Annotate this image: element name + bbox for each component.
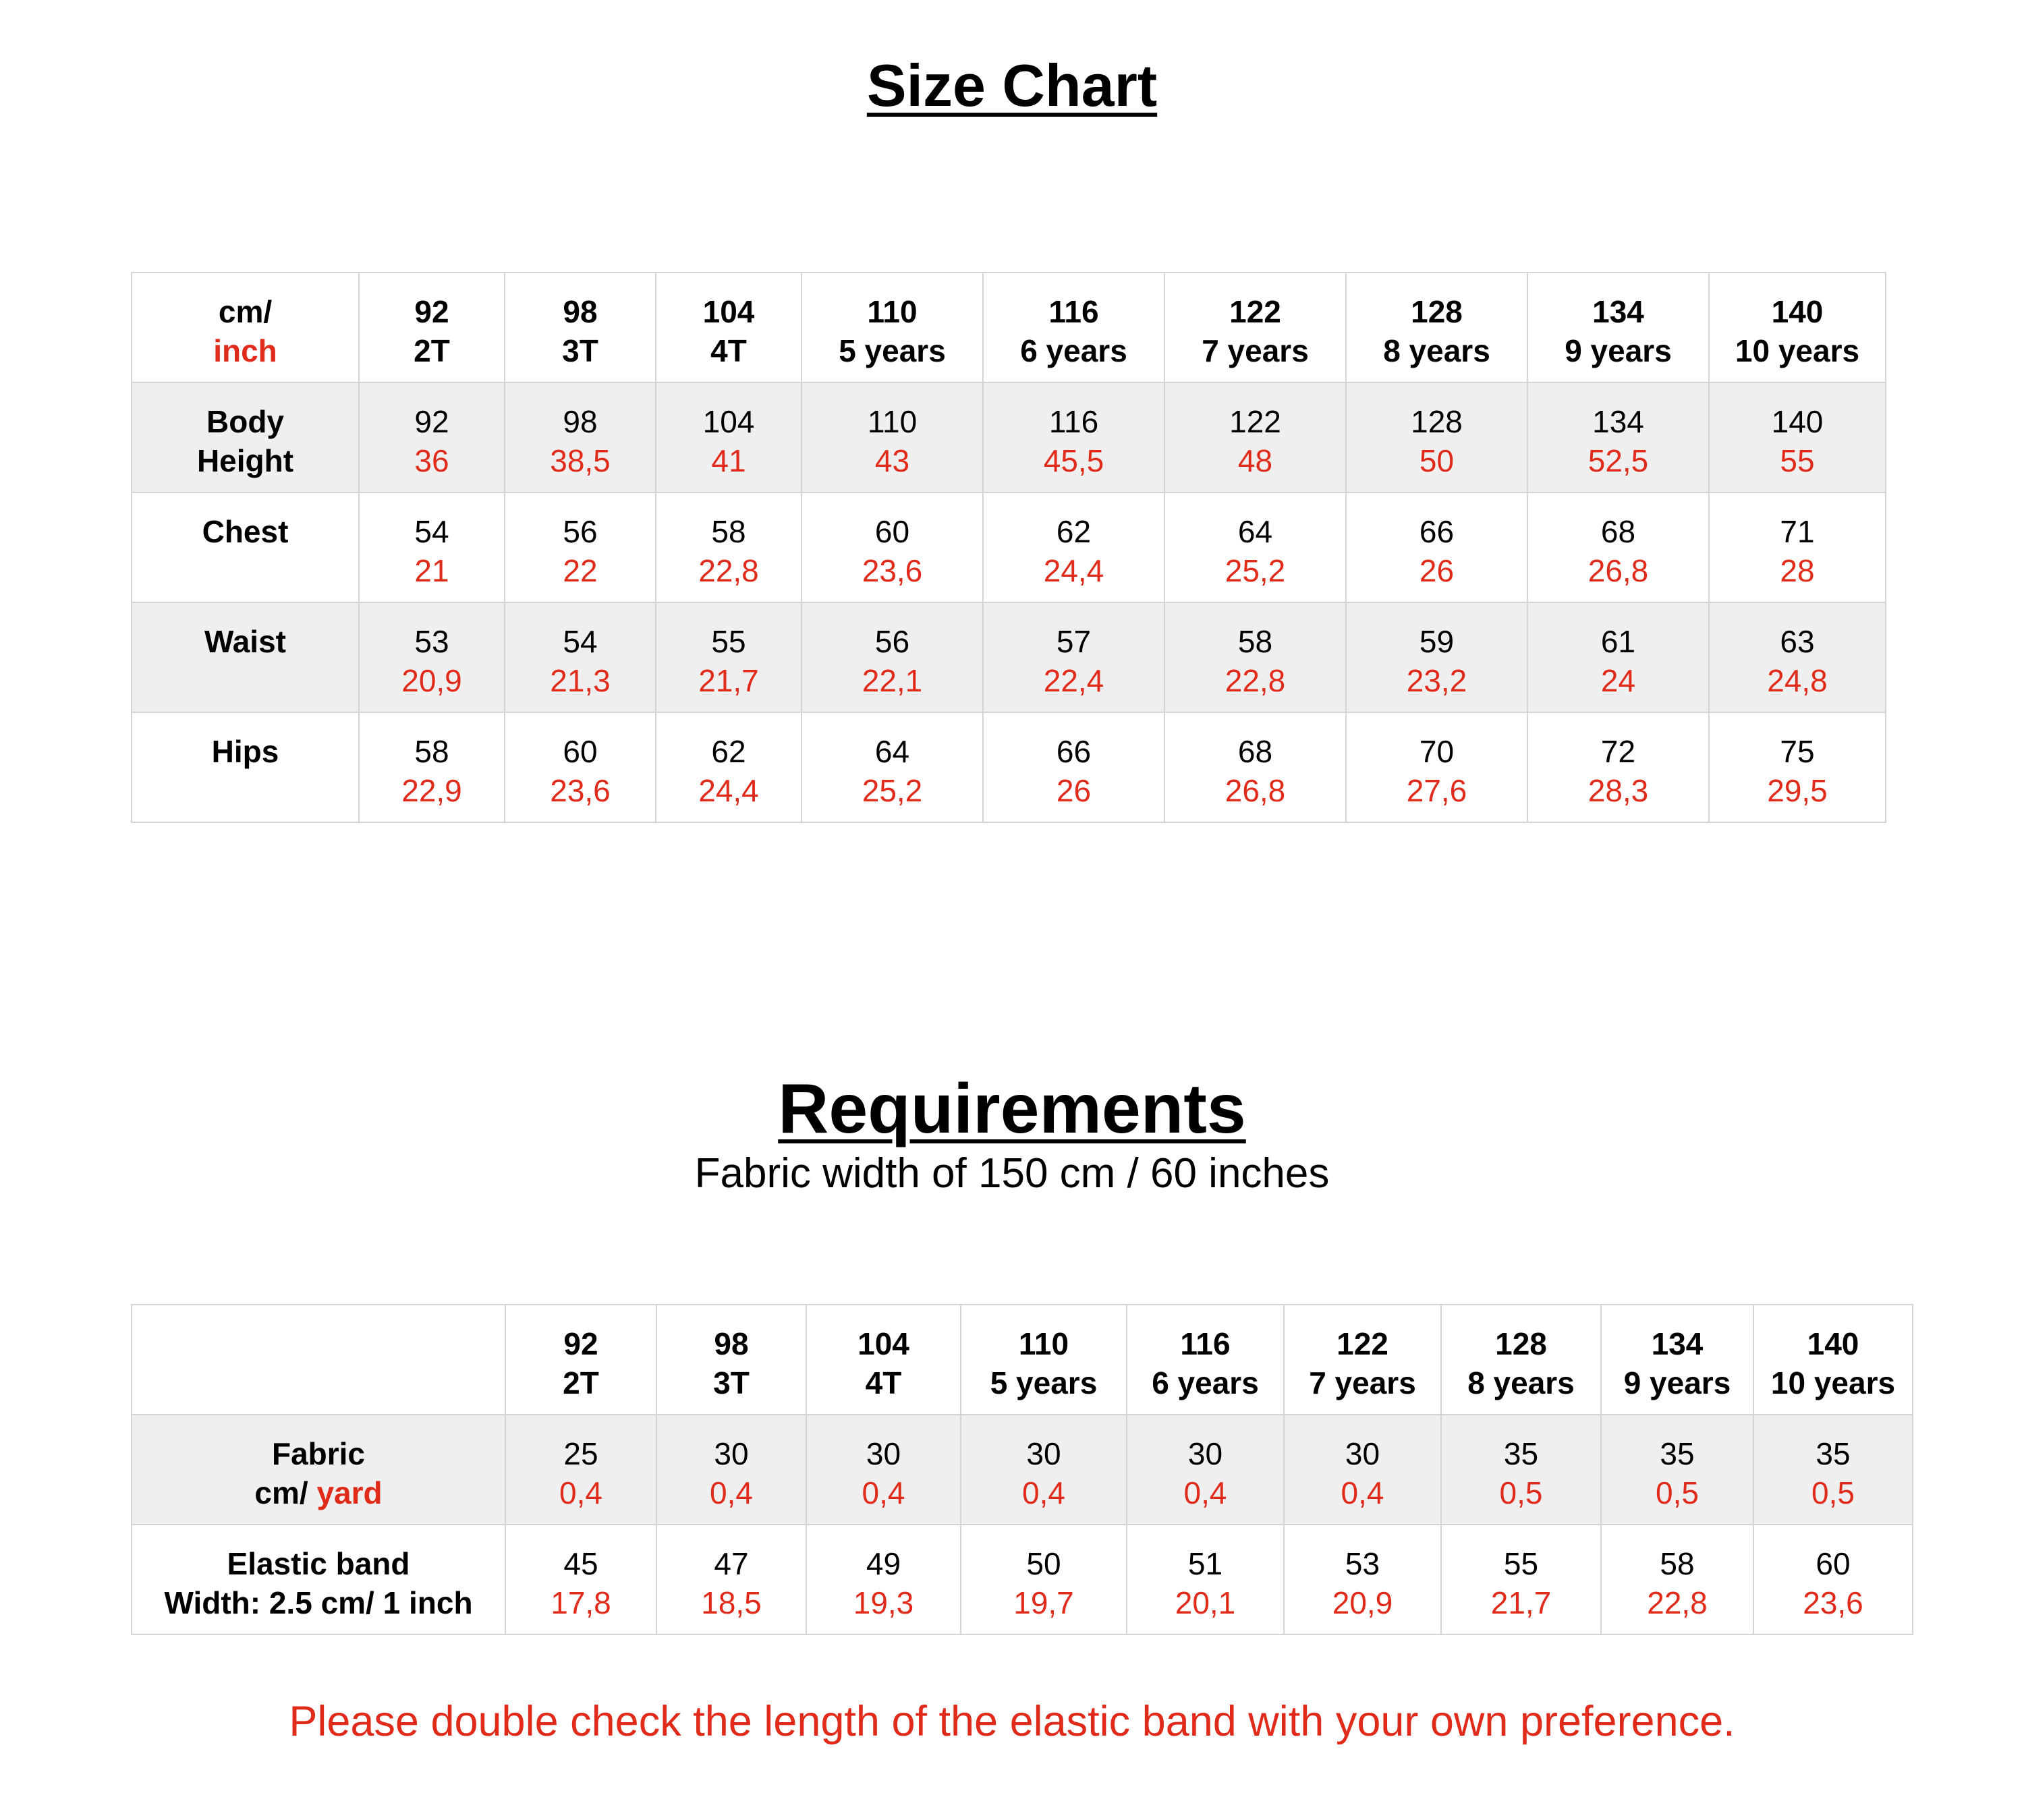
fabric-cell-top: 35 [1503,1436,1539,1471]
corner-unit-label-bottom: inch [213,333,277,368]
measure-cell-top: 55 [711,624,746,659]
measure-cell-bottom: 25,2 [1225,553,1286,588]
measure-cell-top: 104 [702,404,755,439]
fabric-cell [505,1415,656,1525]
fabric-cell-top: 30 [1026,1436,1061,1471]
req-header-cell-top: 116 [1180,1326,1231,1361]
measure-cell-bottom: 26,8 [1587,553,1649,588]
fabric-cell-top: 25 [563,1436,598,1471]
measure-cell-bottom: 38,5 [550,443,611,478]
measure-cell-bottom: 22,8 [1225,663,1286,698]
measure-cell-top: 56 [874,624,910,659]
req-header-cell-top: 110 [1018,1326,1069,1361]
elastic-cell [1753,1525,1913,1634]
measure-cell [1346,492,1527,602]
measure-cell [1709,602,1886,712]
size-header-cell-bottom: 8 years [1383,333,1490,368]
fabric-cell-top: 35 [1816,1436,1851,1471]
fabric-cell-bottom: 0,5 [1811,1475,1855,1510]
measure-cell-top: 58 [1237,624,1273,659]
fabric-cell-top: 30 [714,1436,749,1471]
measure-cell-bottom: 21,3 [550,663,611,698]
row-label-top: Chest [202,514,289,549]
measure-cell-top: 64 [1237,514,1273,549]
measure-cell [983,382,1164,492]
measure-cell-top: 54 [414,514,449,549]
elastic-cell-top: 51 [1187,1546,1223,1581]
measure-cell-bottom: 36 [414,443,449,478]
row-label [132,492,359,602]
size-header-cell-top: 140 [1771,294,1824,329]
elastic-cell-top: 47 [714,1546,749,1581]
fabric-cell-bottom: 0,4 [1022,1475,1065,1510]
measure-cell-top: 63 [1780,624,1815,659]
size-header-cell-bottom: 9 years [1565,333,1672,368]
measure-cell [1346,382,1527,492]
measure-cell-top: 75 [1780,734,1815,769]
fabric-cell [656,1415,806,1525]
measure-cell [359,602,505,712]
measure-cell-top: 58 [711,514,746,549]
req-header-cell-top: 104 [858,1326,909,1361]
size-header-cell [983,273,1164,382]
size-header-cell-bottom: 6 years [1020,333,1127,368]
req-header-cell-top: 122 [1337,1326,1388,1361]
elastic-cell [1284,1525,1441,1634]
measure-cell-bottom: 24 [1600,663,1636,698]
measure-cell [1527,492,1709,602]
measure-cell [802,382,983,492]
measure-cell-bottom: 23,2 [1406,663,1467,698]
req-header-cell-bottom: 8 years [1467,1365,1575,1400]
row-label [132,382,359,492]
measure-cell-bottom: 45,5 [1043,443,1104,478]
row-label-top: Waist [204,624,286,659]
req-header-cell-top: 92 [563,1326,598,1361]
fabric-unit-yard: yard [316,1475,383,1510]
fabric-cell-top: 30 [1187,1436,1223,1471]
measure-cell-top: 54 [563,624,598,659]
size-header-cell-top: 128 [1411,294,1463,329]
size-header-cell-bottom: 10 years [1735,333,1860,368]
req-header-cell-bottom: 3T [713,1365,750,1400]
measure-cell-top: 66 [1419,514,1455,549]
measure-cell-bottom: 55 [1780,443,1815,478]
elastic-cell-bottom: 19,7 [1013,1585,1074,1620]
elastic-cell [505,1525,656,1634]
elastic-cell-bottom: 23,6 [1803,1585,1863,1620]
measure-cell [802,602,983,712]
measure-cell-top: 62 [711,734,746,769]
measure-cell-bottom: 26,8 [1225,773,1286,808]
measure-cell [1164,712,1346,822]
req-header-cell-bottom: 7 years [1309,1365,1416,1400]
elastic-cell-bottom: 22,8 [1647,1585,1708,1620]
measure-cell-top: 128 [1411,404,1463,439]
elastic-cell-top: 55 [1503,1546,1539,1581]
req-header-cell-top: 98 [714,1326,749,1361]
size-header-cell [656,273,802,382]
measure-cell-top: 58 [414,734,449,769]
fabric-cell [1127,1415,1284,1525]
elastic-cell [1441,1525,1601,1634]
size-header-cell-bottom: 7 years [1202,333,1309,368]
measure-cell [1527,382,1709,492]
req-header-cell-bottom: 2T [563,1365,599,1400]
elastic-cell [806,1525,961,1634]
fabric-row [132,1415,1913,1525]
measure-cell-bottom: 50 [1419,443,1455,478]
elastic-band-row [132,1525,1913,1634]
measure-cell-bottom: 24,4 [1043,553,1104,588]
elastic-band-note: Please double check the length of the elastic band with your own preference. [289,1698,1735,1745]
measure-cell [1527,602,1709,712]
measure-cell-bottom: 26 [1419,553,1455,588]
measure-cell-bottom: 29,5 [1767,773,1828,808]
size-chart-title: Size Chart [866,52,1158,119]
size-row-chest [132,492,1886,602]
fabric-cell-top: 30 [1345,1436,1380,1471]
measure-cell-top: 61 [1600,624,1636,659]
elastic-label [132,1525,505,1634]
measure-cell-bottom: 25,2 [862,773,923,808]
elastic-label-bottom: Width: 2.5 cm/ 1 inch [164,1585,473,1620]
measure-cell-top: 72 [1600,734,1636,769]
size-header-cell-top: 98 [563,294,598,329]
measure-cell [983,712,1164,822]
size-header-cell-top: 104 [702,294,755,329]
measure-cell [656,602,802,712]
measure-cell [1709,712,1886,822]
corner-unit-label [132,273,359,382]
size-chart-table [131,272,1886,823]
req-header-cell-top: 128 [1495,1326,1547,1361]
requirements-title: Requirements [778,1070,1246,1148]
fabric-cell-bottom: 0,4 [862,1475,905,1510]
measure-cell [359,712,505,822]
empty-corner-cell [132,1305,505,1415]
measure-cell-bottom: 23,6 [550,773,611,808]
measure-cell-bottom: 48 [1237,443,1273,478]
size-row-hips [132,712,1886,822]
fabric-cell-bottom: 0,4 [559,1475,602,1510]
req-header-cell-bottom: 4T [865,1365,902,1400]
fabric-unit-cm: cm/ [254,1475,317,1510]
measure-cell-top: 53 [414,624,449,659]
size-header-cell-top: 134 [1592,294,1644,329]
measure-cell-top: 59 [1419,624,1455,659]
row-label-top: Hips [211,734,279,769]
size-header-cell [359,273,505,382]
req-header-cell [505,1305,656,1415]
fabric-cell [961,1415,1127,1525]
fabric-label [132,1415,505,1525]
size-header-cell [1709,273,1886,382]
measure-cell-top: 122 [1229,404,1281,439]
measure-cell [505,382,656,492]
fabric-cell [1441,1415,1601,1525]
measure-cell-top: 70 [1419,734,1455,769]
measure-cell-bottom: 23,6 [862,553,923,588]
measure-cell-bottom: 26 [1056,773,1092,808]
measure-cell-bottom: 22,8 [698,553,759,588]
req-header-cell [1284,1305,1441,1415]
req-header-cell-bottom: 6 years [1152,1365,1259,1400]
measure-cell-bottom: 27,6 [1406,773,1467,808]
size-header-cell [1527,273,1709,382]
measure-cell-top: 57 [1056,624,1092,659]
measure-cell [359,492,505,602]
row-label [132,712,359,822]
corner-unit-label-top: cm/ [218,294,273,329]
fabric-label-top: Fabric [271,1436,366,1471]
elastic-cell-bottom: 17,8 [551,1585,611,1620]
size-header-cell-top: 92 [414,294,449,329]
req-header-cell [1753,1305,1913,1415]
measure-cell-bottom: 28,3 [1587,773,1649,808]
fabric-cell [806,1415,961,1525]
measure-cell [1527,712,1709,822]
measure-cell-top: 92 [414,404,449,439]
measure-cell [656,382,802,492]
measure-cell [983,602,1164,712]
elastic-cell [1127,1525,1284,1634]
measure-cell [802,492,983,602]
measure-cell-top: 110 [867,404,918,439]
measure-cell [1164,382,1346,492]
req-header-cell-bottom: 9 years [1623,1365,1731,1400]
elastic-cell-bottom: 21,7 [1490,1585,1552,1620]
req-header-cell-top: 134 [1651,1326,1704,1361]
measure-cell [802,712,983,822]
fabric-cell-bottom: 0,5 [1656,1475,1699,1510]
measure-cell-bottom: 22,9 [401,773,462,808]
elastic-cell [656,1525,806,1634]
fabric-label-bottom [135,1473,502,1512]
measure-cell-top: 56 [563,514,598,549]
fabric-cell [1601,1415,1753,1525]
req-header-cell [656,1305,806,1415]
requirements-subtitle: Fabric width of 150 cm / 60 inches [694,1150,1330,1197]
req-header-cell-bottom: 5 years [990,1365,1098,1400]
fabric-cell-bottom: 0,5 [1499,1475,1543,1510]
size-header-row [132,273,1886,382]
measure-cell-bottom: 21 [414,553,449,588]
size-header-cell-top: 116 [1048,294,1099,329]
measure-cell-bottom: 20,9 [401,663,462,698]
measure-cell-top: 140 [1771,404,1824,439]
elastic-label-top: Elastic band [227,1546,410,1581]
req-header-cell [1601,1305,1753,1415]
fabric-cell-bottom: 0,4 [1183,1475,1227,1510]
requirements-header-row [132,1305,1913,1415]
elastic-cell-top: 58 [1660,1546,1695,1581]
measure-cell [1709,382,1886,492]
measure-cell-top: 71 [1780,514,1815,549]
size-header-cell-bottom: 4T [710,333,747,368]
measure-cell-bottom: 24,8 [1767,663,1828,698]
row-label [132,602,359,712]
measure-cell-top: 68 [1237,734,1273,769]
elastic-cell-top: 60 [1816,1546,1851,1581]
fabric-cell [1284,1415,1441,1525]
measure-cell [505,712,656,822]
measure-cell-top: 66 [1056,734,1092,769]
measure-cell-top: 68 [1600,514,1636,549]
measure-cell [505,602,656,712]
measure-cell [505,492,656,602]
elastic-cell [1601,1525,1753,1634]
fabric-cell-bottom: 0,4 [1341,1475,1384,1510]
req-header-cell-top: 140 [1807,1326,1859,1361]
size-header-cell [1346,273,1527,382]
row-label-bottom: Height [196,443,294,478]
size-header-cell-top: 122 [1229,294,1281,329]
req-header-cell [961,1305,1127,1415]
elastic-cell-bottom: 18,5 [701,1585,762,1620]
measure-cell-top: 60 [563,734,598,769]
size-row-waist [132,602,1886,712]
size-header-cell-bottom: 2T [414,333,450,368]
measure-cell-bottom: 24,4 [698,773,759,808]
measure-cell-bottom: 21,7 [698,663,759,698]
measure-cell [656,492,802,602]
measure-cell-top: 62 [1056,514,1092,549]
elastic-cell-top: 45 [563,1546,598,1581]
row-label-top: Body [206,404,284,439]
measure-cell-top: 134 [1592,404,1644,439]
size-header-cell-bottom: 3T [562,333,598,368]
measure-cell-bottom: 52,5 [1587,443,1649,478]
fabric-cell-top: 30 [866,1436,901,1471]
measure-cell [1346,602,1527,712]
size-row-body [132,382,1886,492]
measure-cell [983,492,1164,602]
size-header-cell [1164,273,1346,382]
measure-cell-bottom: 22 [563,553,598,588]
measure-cell-bottom: 41 [711,443,746,478]
elastic-cell-bottom: 19,3 [853,1585,914,1620]
size-header-cell-bottom: 5 years [839,333,946,368]
measure-cell-bottom: 22,4 [1043,663,1104,698]
elastic-cell-bottom: 20,1 [1175,1585,1236,1620]
measure-cell-bottom: 43 [874,443,910,478]
measure-cell-top: 64 [874,734,910,769]
req-header-cell [806,1305,961,1415]
measure-cell [1164,602,1346,712]
measure-cell-top: 116 [1048,404,1099,439]
measure-cell [359,382,505,492]
size-header-cell [802,273,983,382]
elastic-cell-top: 53 [1345,1546,1380,1581]
elastic-cell-bottom: 20,9 [1332,1585,1393,1620]
measure-cell [1346,712,1527,822]
fabric-cell-bottom: 0,4 [710,1475,753,1510]
measure-cell [1709,492,1886,602]
requirements-table [131,1304,1913,1635]
elastic-cell-top: 50 [1026,1546,1061,1581]
measure-cell-top: 98 [563,404,598,439]
size-header-cell [505,273,656,382]
fabric-cell-top: 35 [1660,1436,1695,1471]
measure-cell-top: 60 [874,514,910,549]
measure-cell-bottom: 28 [1780,553,1815,588]
req-header-cell [1127,1305,1284,1415]
size-header-cell-top: 110 [867,294,918,329]
measure-cell-bottom: 22,1 [862,663,923,698]
fabric-cell [1753,1415,1913,1525]
req-header-cell [1441,1305,1601,1415]
measure-cell [656,712,802,822]
elastic-cell-top: 49 [866,1546,901,1581]
elastic-cell [961,1525,1127,1634]
req-header-cell-bottom: 10 years [1770,1365,1896,1400]
measure-cell [1164,492,1346,602]
